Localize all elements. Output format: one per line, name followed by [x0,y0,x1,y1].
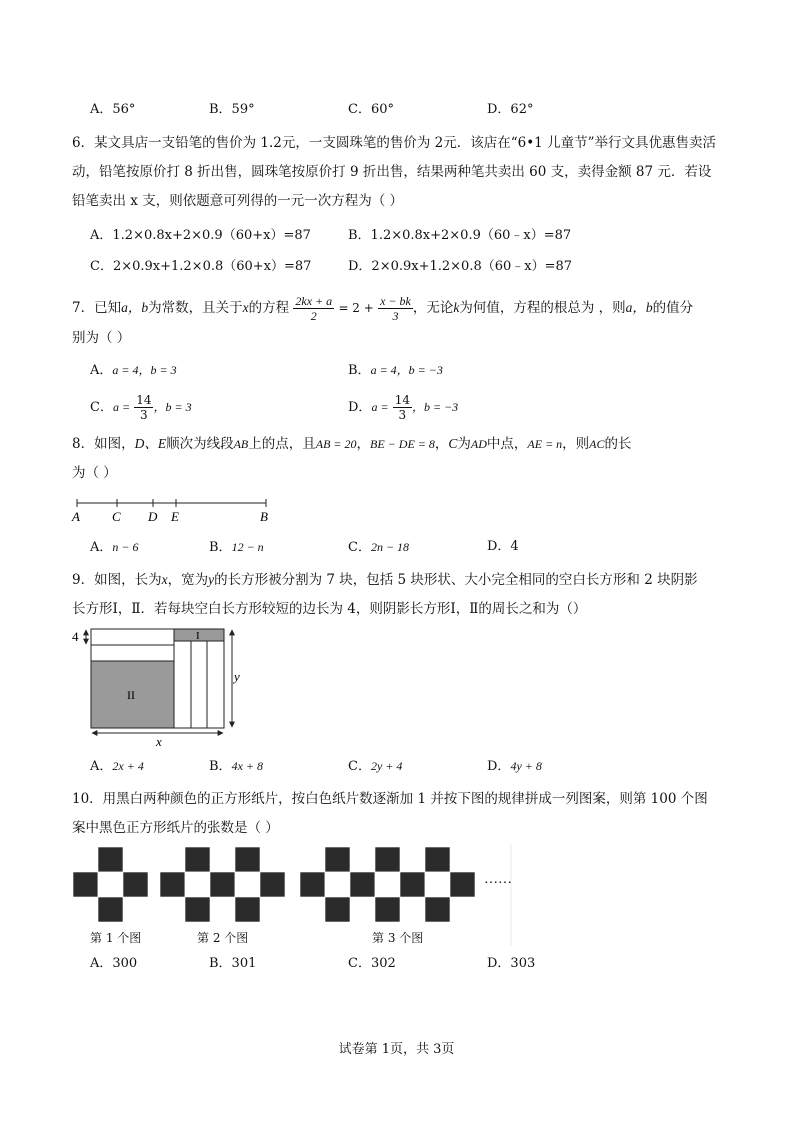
black-square [98,897,123,922]
q8-option-a-math: n − 6 [112,540,139,554]
q7-text: 的方程 [248,300,290,316]
white-square [98,872,123,897]
black-square [210,872,235,897]
q7-option-d-denominator: 3 [398,408,407,422]
black-square [325,897,350,922]
q9-option-d [487,756,542,777]
q7-option-b-label: B． [348,363,371,378]
black-square [350,872,375,897]
q6-line-1: 6．某文具店一支铅笔的售价为 1.2元，一支圆珠笔的售价为 2元．该店在“6•1 儿童节”举行文具优惠售卖活 [72,135,716,151]
q7-option-d-fraction [393,393,412,422]
q7-option-c-math: a = [112,400,131,414]
q9-option-d-math: 4y + 8 [510,759,542,773]
q7-option-a [90,360,177,381]
q6-option-c: C．2×0.9x+1.2×0.8（60+x）=87 [90,259,312,274]
q9-y: y [208,572,215,587]
q9-label-i: I [196,630,200,642]
q9-option-a-label: A． [90,759,113,774]
q7-option-d-numerator: 14 [394,393,410,407]
q8-eq1: AB = 20 [315,437,357,451]
q7-text: ，无论 [412,300,454,316]
q7-text: 7．已知 [72,300,122,316]
q10-caption-1: 第 1 个图 [90,931,142,945]
q10-option-d: D．303 [487,956,536,971]
q8-ab: AB [233,437,249,451]
q7-option-c-math: ，b = 3 [153,400,192,414]
q8-option-a [90,537,139,558]
q6-option-d: D．2×0.9x+1.2×0.8（60﹣x）=87 [348,259,573,274]
q9-line-1 [72,570,698,590]
q10-option-a: A．300 [90,956,138,971]
q6-option-b: B．1.2×0.8x+2×0.9（60﹣x）=87 [348,228,572,243]
black-square [73,872,98,897]
q9-option-d-label: D． [487,759,511,774]
q7-frac1-numerator: 2kx + a [295,294,333,308]
q8-segment-figure [0,490,300,526]
black-square [400,872,425,897]
q9-rectangle-figure [60,622,260,750]
q7-option-c-fraction [134,393,153,422]
black-square [235,847,260,872]
black-square [123,872,148,897]
q7-x: x [242,300,249,315]
q9-label-x: x [156,734,162,749]
q10-patterns [73,847,475,922]
q9-option-c [348,756,402,777]
q8-text: 顺次为线段 [166,436,234,452]
q9-option-b-label: B． [209,759,232,774]
q9-option-c-math: 2y + 4 [370,759,403,773]
white-square [375,872,400,897]
white-square [425,872,450,897]
q8-text: 为 [457,436,471,452]
q7-option-a-label: A． [90,363,113,378]
q10-line-1: 10．用黑白两种颜色的正方形纸片，按白色纸片数逐渐加 1 并按下图的规律拼成一列图案，则第 100 个图 [72,791,708,807]
q7-option-c [90,390,192,425]
q7-option-c-label: C． [90,400,113,415]
q6-line-2: 动，铅笔按原价打 8 折出售，圆珠笔按原价打 9 折出售，结果两种笔共卖出 60 支，卖得金额 87 元．若设 [72,164,712,180]
black-square [300,872,325,897]
q10-option-b: B．301 [209,956,257,971]
q9-text: 9．如图，长为 [72,572,162,588]
q7-fraction-2 [378,294,413,323]
q7-fraction-1 [293,294,334,323]
black-square [235,897,260,922]
q8-text: 中点， [486,436,528,452]
q8-label-a: A [72,509,80,524]
white-square [235,872,260,897]
q8-text: ， [356,436,371,452]
white-square [185,872,210,897]
q7-frac1-denominator: 2 [310,309,317,323]
q7-k: k [453,300,460,315]
q9-line-2: 长方形Ⅰ，Ⅱ．若每块空白长方形较短的边长为 4，则阴影长方形Ⅰ，Ⅱ的周长之和为（） [72,601,587,617]
q8-text: ，则 [562,436,590,452]
q7-option-d-math: ，b = −3 [411,400,459,414]
q7-ab: a，b [121,300,149,315]
q8-label-c: C [112,509,121,524]
q8-option-b [209,537,264,558]
q7-frac2-denominator: 3 [392,309,399,323]
black-square [450,872,475,897]
q9-x: x [161,572,168,587]
q8-text: 的长 [604,436,632,452]
q5-option-a: A．56° [90,102,136,117]
q7-frac2-numerator: x − bk [380,294,411,308]
q8-option-a-label: A． [90,540,113,555]
q7-text: 为何值，方程的根总为 ，则 [459,300,626,316]
q10-dots: …… [484,872,512,887]
black-square [375,847,400,872]
q8-option-b-label: B． [209,540,232,555]
q9-option-b-math: 4x + 8 [231,759,263,773]
q7-option-b-math: a = 4，b = −3 [370,363,443,377]
q5-option-d: D．62° [487,102,534,117]
q7-option-d-math: a = [371,400,389,414]
q7-text: 的值分 [652,300,694,316]
black-square [185,897,210,922]
q7-option-d [348,390,458,425]
q8-line-2: 为（ ） [72,465,117,481]
q7-option-d-label: D． [348,400,372,415]
black-square [425,847,450,872]
q8-eq2: BE − DE = 8 [370,437,435,451]
black-square [260,872,285,897]
q8-label-b: B [260,509,268,524]
q8-label-e: E [171,509,179,524]
q9-option-b [209,756,263,777]
q8-option-c-label: C． [348,540,371,555]
q10-caption-2: 第 2 个图 [197,931,249,945]
q10-line-2: 案中黑色正方形纸片的张数是（ ） [72,820,279,836]
q8-ac: AC [589,437,605,451]
q7-ab: a，b [625,300,653,315]
q8-eq3: AE = n [527,437,563,451]
black-square [375,897,400,922]
q6-option-a: A．1.2×0.8x+2×0.9（60+x）=87 [90,228,311,243]
q8-line-1 [72,434,632,454]
q9-option-a-math: 2x + 4 [112,759,144,773]
black-square [185,847,210,872]
q9-label-four: 4 [72,629,79,644]
q8-option-c [348,537,409,558]
q9-text: ，宽为 [167,572,209,588]
q8-c: C [448,436,458,451]
q8-text: 上的点，且 [248,436,316,452]
q7-text: 为常数，且关于 [148,300,243,316]
q9-option-a [90,756,144,777]
q8-ad: AD [470,437,487,451]
q8-option-d: D．4 [487,539,519,554]
q8-text: 8．如图， [72,436,135,452]
q8-de: D、E [134,436,167,451]
q8-option-c-math: 2n − 18 [370,540,410,554]
q5-option-c: C．60° [348,102,394,117]
q7-option-c-denominator: 3 [140,408,148,422]
q8-option-b-math: 12 − n [231,540,264,554]
black-square [325,847,350,872]
page-footer: 试卷第 1页，共 3页 [338,1042,455,1057]
q7-option-a-math: a = 4，b = 3 [112,363,177,377]
q6-line-3: 铅笔卖出 x 支，则依题意可列得的一元一次方程为（ ） [72,193,403,209]
q7-line-2: 别为（ ） [72,330,131,346]
white-square [325,872,350,897]
q9-label-ii: II [127,688,135,702]
q7-option-c-numerator: 14 [136,393,152,407]
q8-label-d: D [148,509,158,524]
q8-text: ， [434,436,449,452]
q9-text: 的长方形被分割为 7 块，包括 5 块形状、大小完全相同的空白长方形和 2 块阴影 [214,572,698,588]
q10-caption-3: 第 3 个图 [372,931,424,945]
q7-line-1 [72,290,693,326]
q5-option-b: B．59° [209,102,255,117]
black-square [98,847,123,872]
q10-option-c: C．302 [348,956,396,971]
q7-eq-mid: = 2 + [338,301,374,315]
q9-label-y: y [234,669,240,684]
black-square [160,872,185,897]
black-square [425,897,450,922]
q7-option-b [348,360,443,381]
q9-option-c-label: C． [348,759,371,774]
